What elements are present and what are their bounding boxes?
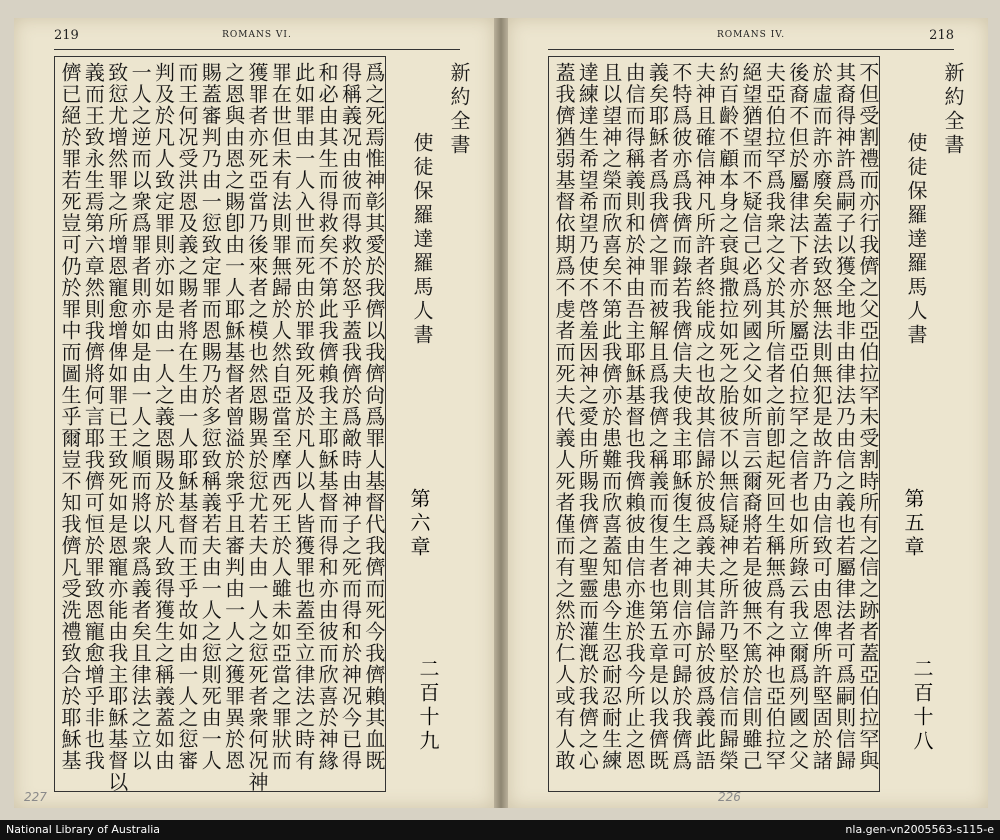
text-column: 夫神且確信神凡所許者終能成之也故其信歸於彼爲義夫其信歸於彼爲義此語	[692, 62, 717, 772]
library-name: National Library of Australia	[6, 823, 161, 836]
text-column: 儕已絕於罪若死豈可仍於罪中而圖生乎爾豈不知我儕凡受洗禮致合於耶穌基	[58, 62, 82, 772]
chapter-heading: 第六章	[407, 488, 431, 560]
record-id: nla.gen-vn2005563-s115-e	[845, 823, 994, 836]
chapter-heading: 第五章	[901, 488, 925, 560]
left-page	[14, 18, 494, 808]
folio-number: 二百十九	[416, 658, 440, 754]
library-footer	[0, 820, 1000, 840]
text-column: 罪在世但未有法則罪無歸於人然自亞當至摩西死王於人雖未如亞當之罪狀而	[268, 62, 293, 772]
book-title: 新約全書	[941, 62, 965, 158]
left-page-header	[54, 28, 460, 46]
running-head: ROMANS IV.	[716, 30, 786, 40]
text-column: 且以望神之榮而欣喜矣不第此我儕亦於患難而欣喜蓋知患今生忍耐忍耐生練	[598, 62, 623, 772]
left-text-body	[58, 62, 386, 793]
text-column: 和必由其生而得救矣不第此我儕賴我主耶穌基督而得和亦由彼而欣喜於神緣	[315, 62, 340, 772]
text-column: 爲之死焉惟神彰其愛於我儕以我儕尙爲罪人基督代我儕而死今我儕賴其血既	[361, 62, 386, 772]
folio-number: 二百十八	[910, 658, 934, 754]
epistle-name: 使徒保羅達羅馬人書	[410, 132, 434, 348]
text-column: 約百齡不顧本身之衰與撒拉如死之胎彼不以無信疑神之所許乃堅於信而歸榮	[715, 62, 740, 772]
text-column: 絕望猶望而不疑信己必爲列國之父如所言云爾裔將若是彼無不篤於信則雖己	[739, 62, 763, 772]
text-column: 夫亞伯拉罕爲我衆之父於其所信者之前卽起死回生稱無爲有之神也亞伯拉罕	[762, 62, 787, 772]
epistle-name: 使徒保羅達羅馬人書	[904, 132, 928, 348]
text-column: 獲罪者亦死亞當乃後來者之模也然恩賜異於愆尤若夫由一人之愆死者衆何况神	[245, 62, 269, 793]
book-spine	[494, 18, 508, 808]
text-column: 賜蓋審判乃由一愆致定罪而恩賜乃於多愆致稱義若夫由一人之愆則死由一人	[198, 62, 223, 772]
text-column: 由信而得稱義則和於神由吾主耶穌基督也我儕賴彼由信亦進於我今所止之恩	[622, 62, 647, 772]
pencil-note: 227	[24, 790, 47, 804]
text-column: 致愆尤增然罪之所增恩寵愈增俾如罪已王致死如是恩寵亦能由我主耶穌基督以	[104, 62, 129, 793]
text-column: 而王何况受洪恩及義之賜者將在生由一人耶穌基督而王乎故如由一人之愆審	[174, 62, 199, 772]
text-column: 此如罪由一人入世而死由於罪致死及於凡人以人皆獲罪也蓋至立律法之時有	[291, 62, 316, 772]
text-column: 義而王致永生焉第六章然則我儕將何言耶我儕可恒於罪致恩寵愈增乎非也我	[81, 62, 106, 772]
text-column: 其裔得神許爲嗣子以獲全地非由律法乃由信之義也若屬律法者可爲嗣則信歸	[832, 62, 857, 772]
right-page-header	[548, 28, 954, 46]
page-number: 219	[54, 28, 79, 43]
text-column: 判及於凡人致定罪則亦如是由一人之義恩賜及於凡人致得獲生之稱義蓋如由	[151, 62, 176, 772]
page-number: 218	[929, 28, 954, 43]
text-column: 蓋我儕猶弱基督依期爲不虔者而死夫代義人死者僅而有之然於仁人或有人敢	[552, 62, 576, 772]
running-head: ROMANS VI.	[222, 30, 292, 40]
book-title: 新約全書	[447, 62, 471, 158]
text-column: 達練達生希望希望乃使不啓羞因神之愛由所賜我儕之聖靈而灌漑於我儕之心	[575, 62, 600, 772]
text-column: 義矣耶穌者爲我儕之罪而被解且爲我儕之稱義而復生者也第五章是以我儕既	[645, 62, 670, 772]
header-rule	[548, 49, 954, 50]
right-text-body	[554, 62, 878, 786]
text-column: 不特爲彼亦爲我儕而錄若我儕信夫使我主耶穌復生之神則信亦可歸於我儕爲	[668, 62, 693, 772]
text-column: 後裔不但於屬律法下者亦於屬亞伯拉罕之信者也如所錄云我立爾爲列國之父	[785, 62, 810, 772]
text-column: 得稱義况由彼而得救於怒乎蓋我儕於爲敵時由神子之死而得和於神况今已得	[338, 62, 363, 772]
text-column: 之恩與由恩之賜卽由一人耶穌基督者曾溢於衆乎且審判由一人之獲罪異於恩	[221, 62, 246, 772]
right-page	[508, 18, 988, 808]
text-column: 於虛而許亦廢矣蓋法致怒無法則無犯是故許乃由信致可由恩俾所許堅固於諸	[809, 62, 834, 772]
text-column: 一人之逆而以衆爲罪者則亦如是由一人之順而將以衆爲義者矣且律法之立以	[128, 62, 153, 772]
pencil-note: 226	[718, 790, 741, 804]
header-rule	[54, 49, 460, 50]
text-column: 不但受割禮而亦行我儕之父亞伯拉罕未受割時所有之信之跡者蓋亞伯拉罕與	[855, 62, 880, 772]
